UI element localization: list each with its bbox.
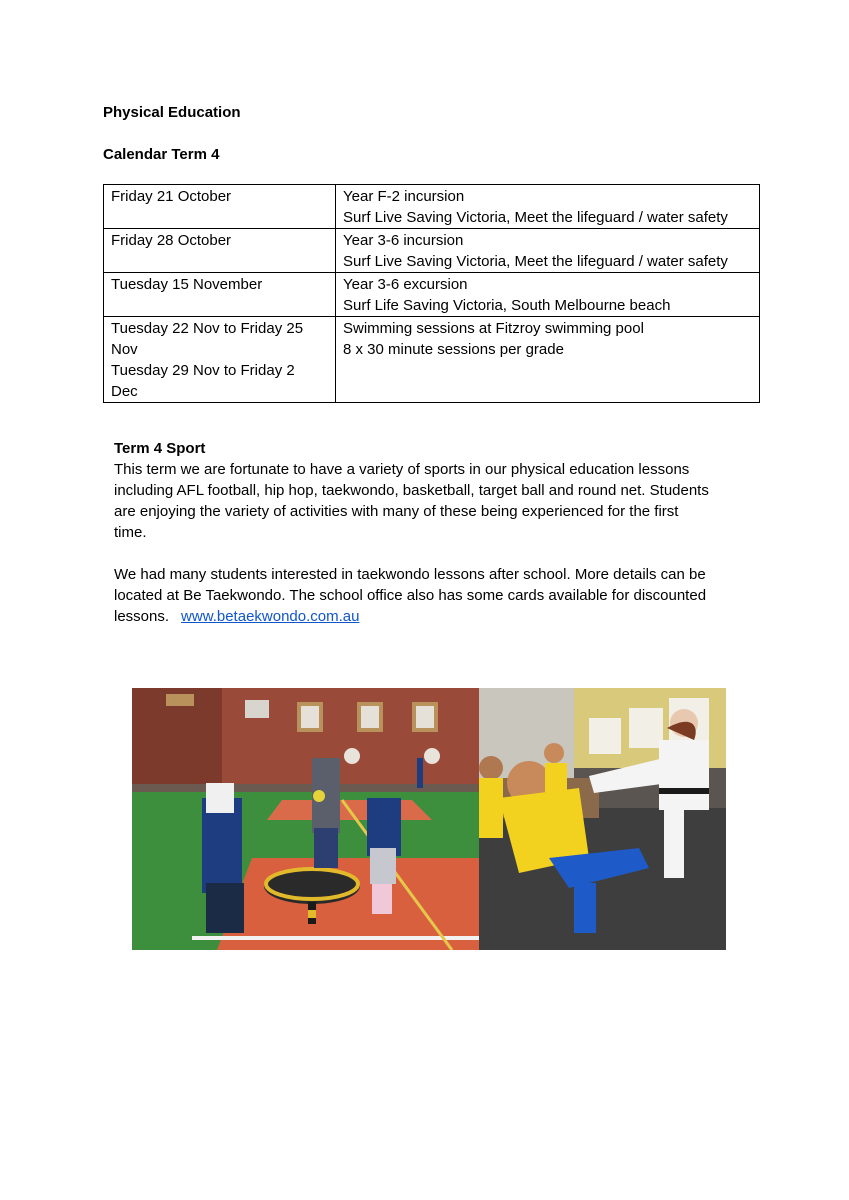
- paragraph-line: This term we are fortunate to have a variety of sports in our physical education lessons: [114, 461, 690, 478]
- paragraph-line: We had many students interested in taekwondo lessons after school. More details can be: [114, 566, 706, 583]
- calendar-table: [103, 184, 760, 403]
- roundnet-photo: [132, 688, 479, 950]
- calendar-heading: Calendar Term 4: [103, 146, 220, 163]
- detail-text: Swimming sessions at Fitzroy swimming pool: [343, 320, 644, 337]
- paragraph-line: time.: [114, 524, 147, 541]
- detail-cell: [336, 185, 760, 229]
- date-cell: [104, 229, 336, 273]
- date-text: Friday 28 October: [111, 232, 232, 249]
- table-row: [104, 185, 760, 229]
- detail-cell: [336, 317, 760, 403]
- detail-text: Year 3-6 incursion: [343, 232, 464, 249]
- date-text: Dec: [111, 383, 138, 400]
- date-cell: [104, 273, 336, 317]
- taekwondo-website-link[interactable]: www.betaekwondo.com.au: [181, 608, 360, 625]
- detail-cell: [336, 229, 760, 273]
- detail-text: Surf Life Saving Victoria, South Melbourne beach: [343, 297, 671, 314]
- detail-text: Year F-2 incursion: [343, 188, 465, 205]
- paragraph-line: including AFL football, hip hop, taekwondo, basketball, target ball and round net. Students: [114, 482, 709, 499]
- paragraph-line: located at Be Taekwondo. The school office also has some cards available for discounted: [114, 587, 707, 604]
- taekwondo-paragraph: [114, 564, 764, 627]
- table-row: [104, 273, 760, 317]
- paragraph-line: [114, 606, 764, 627]
- paragraph-text: lessons.: [114, 608, 170, 625]
- sport-paragraph: [114, 459, 764, 543]
- sport-heading: Term 4 Sport: [114, 440, 206, 457]
- date-text: Friday 21 October: [111, 188, 232, 205]
- date-text: Nov: [111, 341, 138, 358]
- detail-text: Surf Live Saving Victoria, Meet the lifeguard / water safety: [343, 253, 728, 270]
- paragraph-line: are enjoying the variety of activities with many of these being experienced for the first: [114, 503, 679, 520]
- detail-cell: [336, 273, 760, 317]
- page-title: Physical Education: [103, 104, 241, 121]
- detail-text: 8 x 30 minute sessions per grade: [343, 341, 564, 358]
- detail-text: Surf Live Saving Victoria, Meet the lifeguard / water safety: [343, 209, 728, 226]
- table-row: [104, 229, 760, 273]
- date-text: Tuesday 22 Nov to Friday 25: [111, 320, 304, 337]
- table-row: [104, 317, 760, 403]
- date-text: Tuesday 29 Nov to Friday 2: [111, 362, 295, 379]
- taekwondo-photo: [479, 688, 726, 950]
- detail-text: Year 3-6 excursion: [343, 276, 468, 293]
- date-text: Tuesday 15 November: [111, 276, 263, 293]
- date-cell: [104, 317, 336, 403]
- date-cell: [104, 185, 336, 229]
